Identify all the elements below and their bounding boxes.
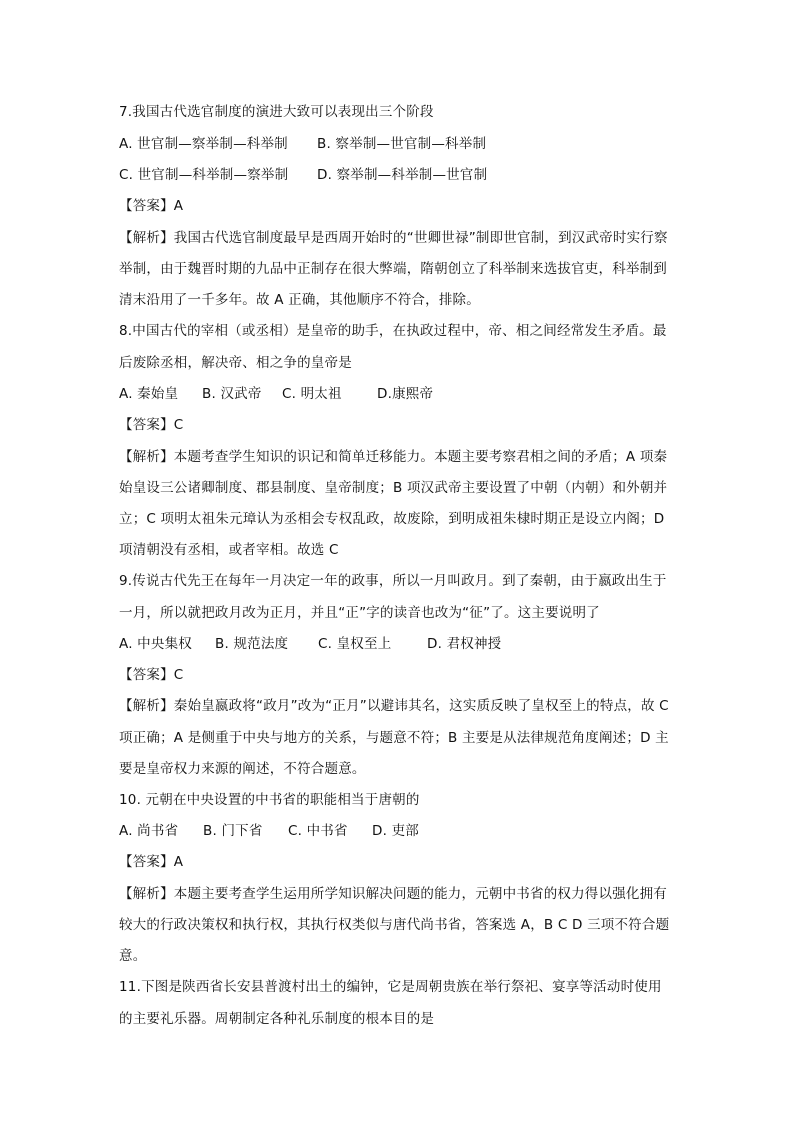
option-b: B. 汉武帝 — [202, 386, 262, 402]
question-9-answer: 【答案】C — [119, 667, 184, 683]
option-a: A. 世官制—察举制—科举制 — [119, 136, 288, 152]
option-a: A. 中央集权 — [119, 636, 192, 652]
question-10-analysis-line: 【解析】本题主要考查学生运用所学知识解决问题的能力，元朝中书省的权力得以强化拥有 — [119, 886, 667, 902]
question-8-answer: 【答案】C — [119, 417, 184, 433]
option-c: C. 中书省 — [288, 823, 348, 839]
question-8-stem-line: 后废除丞相，解决帝、相之争的皇帝是 — [119, 355, 352, 371]
question-8-stem-line: 8.中国古代的宰相（或丞相）是皇帝的助手，在执政过程中，帝、相之间经常发生矛盾。最 — [119, 323, 667, 339]
question-7-answer: 【答案】A — [119, 198, 184, 214]
question-10-analysis-line: 意。 — [119, 948, 147, 964]
question-8-analysis-line: 【解析】本题考查学生知识的识记和简单迁移能力。本题主要考察君相之间的矛盾；A 项秦 — [119, 449, 668, 465]
question-10-analysis-line: 较大的行政决策权和执行权，其执行权类似与唐代尚书省，答案选 A，B C D 三项不符合题 — [119, 917, 670, 933]
option-c: C. 皇权至上 — [318, 636, 392, 652]
question-9-analysis-line: 要是皇帝权力来源的阐述，不符合题意。 — [119, 761, 366, 777]
option-b: B. 规范法度 — [215, 636, 289, 652]
question-7-analysis-line: 举制，由于魏晋时期的九品中正制存在很大弊端，隋朝创立了科举制来选拔官吏，科举制到 — [119, 261, 667, 277]
option-d: D. 吏部 — [372, 823, 419, 839]
question-7-analysis-line: 【解析】我国古代选官制度最早是西周开始时的“世卿世禄”制即世官制，到汉武帝时实行察 — [119, 230, 668, 246]
question-8-analysis-line: 项清朝没有丞相，或者宰相。故选 C — [119, 542, 339, 558]
question-9-analysis-line: 【解析】秦始皇嬴政将“政月”改为“正月”以避讳其名，这实质反映了皇权至上的特点，故 C — [119, 698, 669, 714]
option-b: B. 察举制—世官制—科举制 — [317, 136, 487, 152]
question-11-stem-line: 11.下图是陕西省长安县普渡村出土的编钟，它是周朝贵族在举行祭祀、宴享等活动时使用 — [119, 979, 662, 995]
option-a: A. 秦始皇 — [119, 386, 179, 402]
question-9-analysis-line: 项正确；A 是侧重于中央与地方的关系，与题意不符；B 主要是从法律规范角度阐述；D 主 — [119, 730, 669, 746]
option-a: A. 尚书省 — [119, 823, 179, 839]
option-d: D. 察举制—科举制—世官制 — [317, 167, 488, 183]
question-9-stem-line: 一月，所以就把政月改为正月，并且“正”字的读音也改为“征”了。这主要说明了 — [119, 605, 600, 621]
question-7-stem: 7.我国古代选官制度的演进大致可以表现出三个阶段 — [119, 104, 434, 120]
option-d: D.康熙帝 — [377, 386, 434, 402]
question-10-answer: 【答案】A — [119, 854, 184, 870]
question-9-stem-line: 9.传说古代先王在每年一月决定一年的政事，所以一月叫政月。到了秦朝，由于嬴政出生于 — [119, 573, 667, 589]
option-d: D. 君权神授 — [427, 636, 502, 652]
question-10-stem: 10. 元朝在中央设置的中书省的职能相当于唐朝的 — [119, 792, 420, 808]
question-8-analysis-line: 立；C 项明太祖朱元璋认为丞相会专权乱政，故废除，到明成祖朱棣时期正是设立内阁；D — [119, 511, 665, 527]
option-c: C. 世官制—科举制—察举制 — [119, 167, 289, 183]
question-7-analysis-line: 清末沿用了一千多年。故 A 正确，其他顺序不符合，排除。 — [119, 292, 480, 308]
question-8-analysis-line: 始皇设三公诸卿制度、郡县制度、皇帝制度；B 项汉武帝主要设置了中朝（内朝）和外朝并 — [119, 480, 668, 496]
question-11-stem-line: 的主要礼乐器。周朝制定各种礼乐制度的根本目的是 — [119, 1011, 435, 1027]
option-b: B. 门下省 — [203, 823, 263, 839]
option-c: C. 明太祖 — [282, 386, 342, 402]
